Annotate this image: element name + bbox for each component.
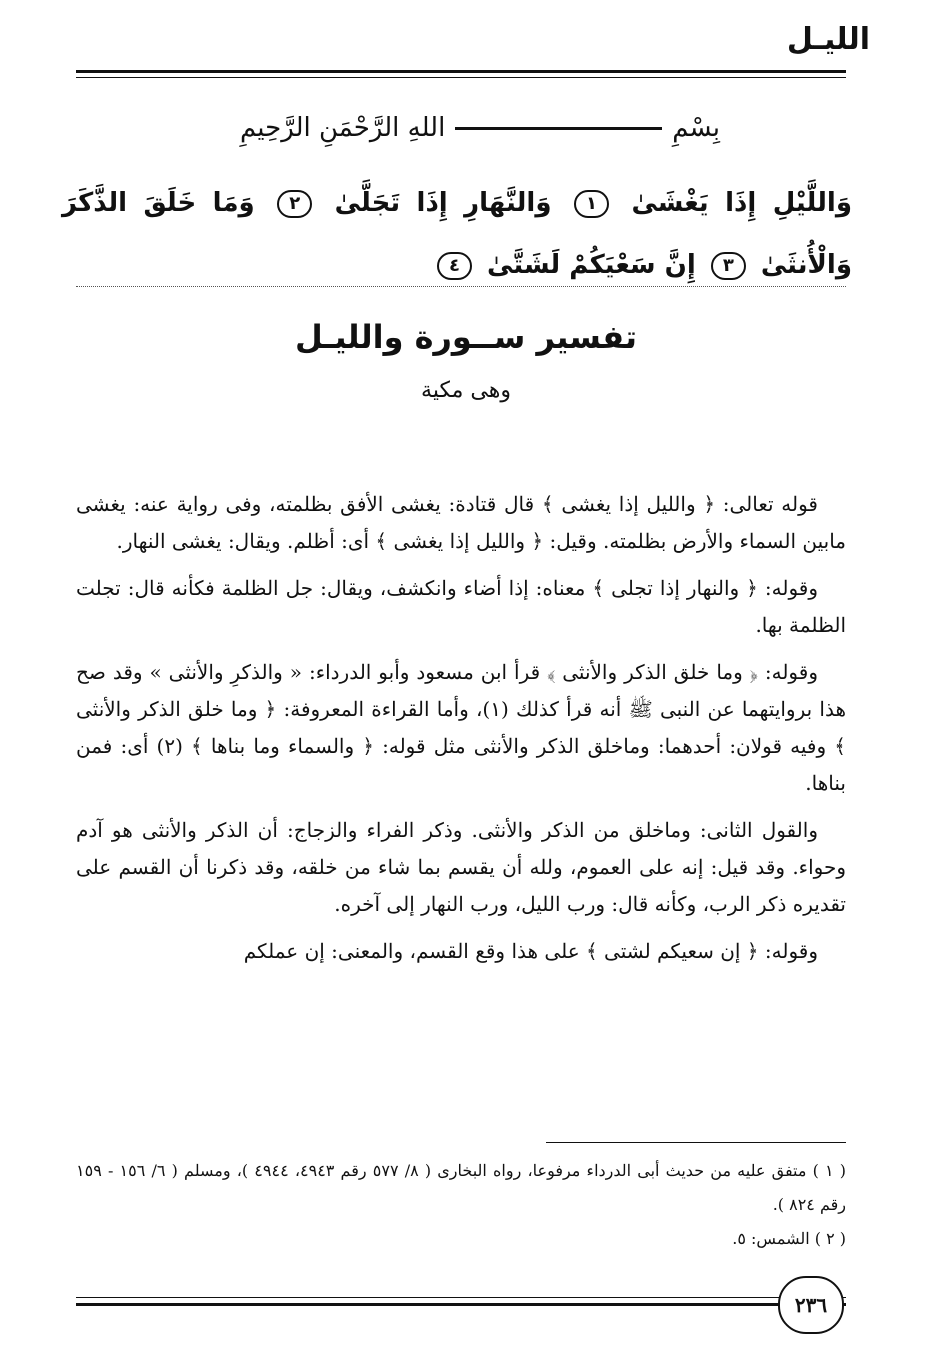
header-rule-thin — [76, 77, 846, 78]
verses-divider — [76, 286, 846, 287]
page-number: ٢٣٦ — [778, 1276, 844, 1334]
footer-rule-thick — [76, 1303, 846, 1306]
paragraph: قوله تعالى: ﴿ والليل إذا يغشى ﴾ قال قتادة: يغشى الأفق بظلمته، وفى رواية عنه: يغشى مابين السماء والأرض بظلمته. وقيل: ﴿ والليل إذا يغشى ﴾ أى: أظلم. ويقال: يغشى النهار. — [76, 492, 846, 553]
verse-number-marker: ٢ — [277, 190, 312, 218]
footnote: ( ١ ) متفق عليه من حديث أبى الدرداء مرفوعا، رواه البخارى ( ٨/ ٥٧٧ رقم ٤٩٤٣، ٤٩٤٤ )، ومسلم ( ٦/ ١٥٦ - ١٥٩ رقم ٨٢٤ ). — [76, 1161, 847, 1214]
paragraph: وقوله: ﴿ والنهار إذا تجلى ﴾ معناه: إذا أضاء وانكشف، ويقال: جل الظلمة فكأنه قال: تجلت الظلمة بها. — [76, 576, 846, 637]
footnote-rule — [546, 1142, 846, 1143]
verse-number-marker: ١ — [574, 190, 609, 218]
verse-number-marker: ٣ — [711, 252, 746, 280]
commentary-body — [76, 486, 846, 980]
verse-text: إِنَّ سَعْيَكُمْ لَشَتَّىٰ — [487, 250, 696, 280]
basmala-stretch-line — [455, 127, 662, 130]
basmala — [240, 104, 720, 152]
section-title: تفسير ســورة والليـل — [294, 318, 638, 356]
paragraph: وقوله: ﴿ إن سعيكم لشتى ﴾ على هذا وقع القسم، والمعنى: إن عملكم — [243, 939, 818, 963]
verse-text: وَالنَّهَارِ إِذَا تَجَلَّىٰ — [334, 188, 552, 218]
footnote: ( ٢ ) الشمس: ٥. — [732, 1229, 846, 1248]
verse-number-marker: ٤ — [437, 252, 472, 280]
verse-text: وَاللَّيْلِ إِذَا يَغْشَىٰ — [631, 188, 852, 218]
footnotes — [76, 1154, 846, 1256]
section-subtitle: وهى مكية — [421, 378, 511, 403]
paragraph: والقول الثانى: وماخلق من الذكر والأنثى. وذكر الفراء والزجاج: أن الذكر والأنثى هو آدم وحواء. وقد قيل: إنه على العموم، ولله أن يقسم بما شاء من خلقه، وقد ذكرنا أن القسم على تقديره ذكر الرب، وكأنه قال: ورب الليل، ورب النهار إلى آخره. — [76, 818, 846, 916]
paragraph: وقوله: ﴿ وما خلق الذكر والأنثى ﴾ قرأ ابن مسعود وأبو الدرداء: « والذكرِ والأنثى » وقد صح هذا بروايتهما عن النبى ﷺ أنه قرأ كذلك (١)، وأما القراءة المعروفة: ﴿ وما خلق الذكر والأنثى ﴾ وفيه قولان: أحدهما: وماخلق الذكر والأنثى مثل قوله: ﴿ والسماء وما بناها ﴾ (٢) أى: فمن بناها. — [76, 660, 847, 795]
basmala-end: اللهِ الرَّحْمَنِ الرَّحِيمِ — [240, 113, 446, 143]
header-rule-thick — [76, 70, 846, 73]
basmala-start: بِسْمِ — [672, 113, 720, 143]
quran-verses — [62, 172, 852, 296]
verse-text: وَمَا خَلَقَ الذَّكَرَ وَالْأُنثَىٰ — [62, 188, 852, 280]
footer-rule-thin — [76, 1297, 846, 1298]
running-header: الليـل — [786, 22, 870, 57]
